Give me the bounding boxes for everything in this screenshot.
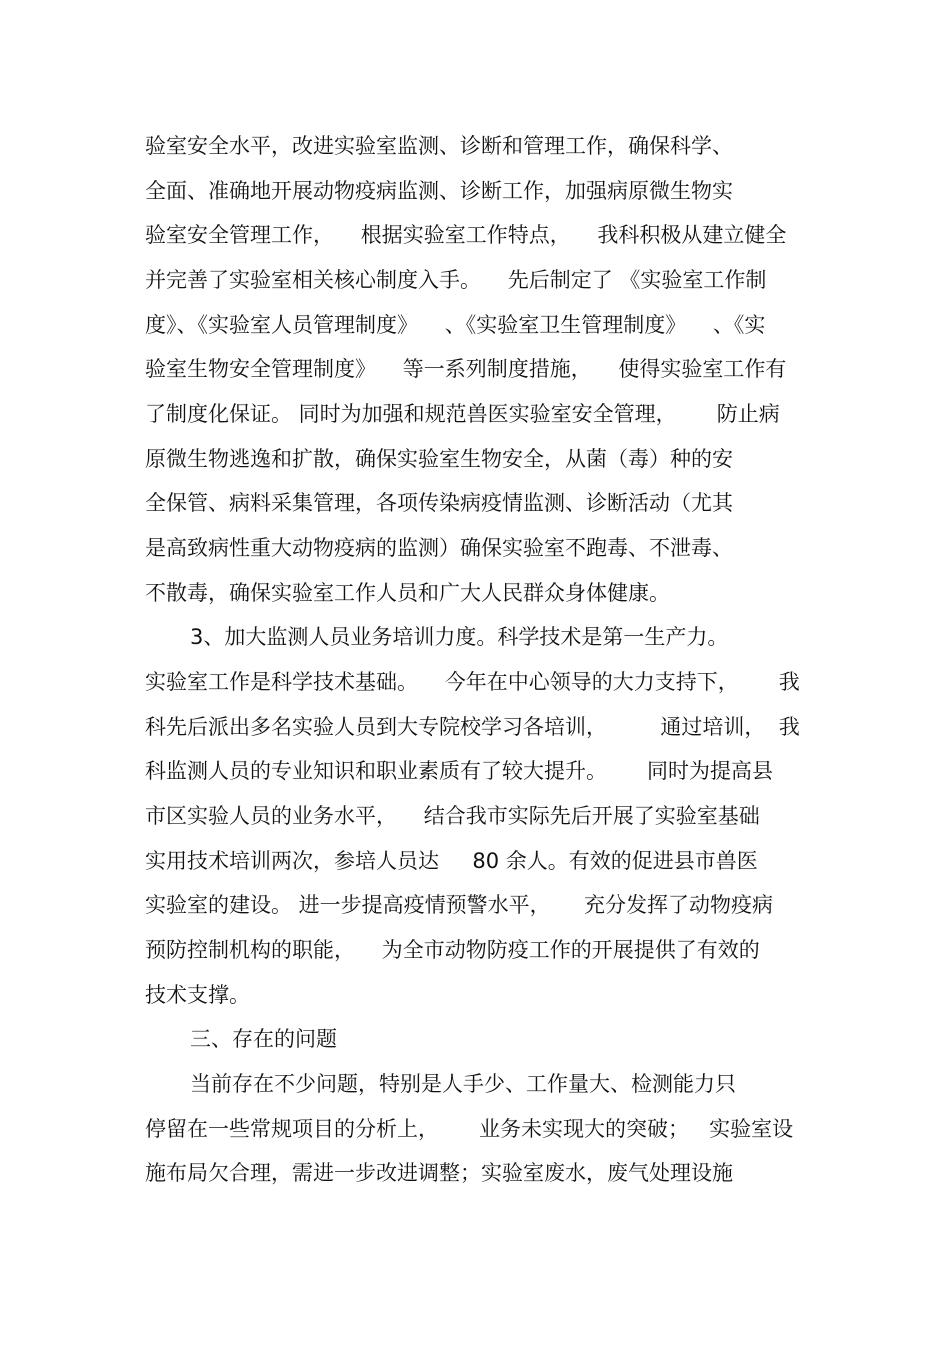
text-line: 验室生物安全管理制度》 等一系列制度措施， 使得实验室工作有: [145, 357, 787, 381]
paragraph-start-line: 当前存在不少问题，特别是人手少、工作量大、检测能力只: [190, 1072, 736, 1096]
text-line: 市区实验人员的业务水平， 结合我市实际先后开展了实验室基础: [145, 804, 760, 828]
text-line: 技术支撑。: [145, 983, 250, 1007]
text-line: 科监测人员的专业知识和职业素质有了较大提升。 同时为提高县: [145, 759, 774, 783]
text-line: 停留在一些常规项目的分析上， 业务未实现大的突破； 实验室设: [145, 1117, 794, 1141]
section-heading: 三、存在的问题: [190, 1027, 337, 1051]
text-line: 验室安全管理工作， 根据实验室工作特点， 我科积极从建立健全: [145, 223, 787, 247]
text-line: 实用技术培训两次，参培人员达 80 余人。有效的促进县市兽医: [145, 849, 758, 873]
text-line: 实验室工作是科学技术基础。 今年在中心领导的大力支持下， 我: [145, 670, 800, 694]
text-line: 全保管、病料采集管理，各项传染病疫情监测、诊断活动（尤其: [145, 491, 733, 515]
text-line: 了制度化保证。 同时为加强和规范兽医实验室安全管理， 防止病: [145, 402, 780, 426]
text-line: 并完善了实验室相关核心制度入手。 先后制定了 《实验室工作制: [145, 268, 767, 292]
text-line: 度》、《实验室人员管理制度》 、《实验室卫生管理制度》 、《实: [145, 313, 766, 337]
paragraph-start-line: 3、加大监测人员业务培训力度。科学技术是第一生产力。: [190, 625, 729, 649]
text-line: 实验室的建设。 进一步提高疫情预警水平， 充分发挥了动物疫病: [145, 893, 774, 917]
text-line: 全面、准确地开展动物疫病监测、诊断工作，加强病原微生物实: [145, 179, 733, 203]
text-line: 是高致病性重大动物疫病的监测）确保实验室不跑毒、不泄毒、: [145, 536, 733, 560]
text-line: 验室安全水平，改进实验室监测、诊断和管理工作，确保科学、: [145, 134, 733, 158]
text-line: 施布局欠合理，需进一步改进调整；实验室废水，废气处理设施: [145, 1161, 733, 1185]
text-line: 科先后派出多名实验人员到大专院校学习各培训， 通过培训， 我: [145, 715, 800, 739]
text-line: 预防控制机构的职能， 为全市动物防疫工作的开展提供了有效的: [145, 938, 760, 962]
text-line: 原微生物逃逸和扩散，确保实验室生物安全，从菌（毒）种的安: [145, 447, 733, 471]
text-line: 不散毒，确保实验室工作人员和广大人民群众身体健康。: [145, 581, 670, 605]
